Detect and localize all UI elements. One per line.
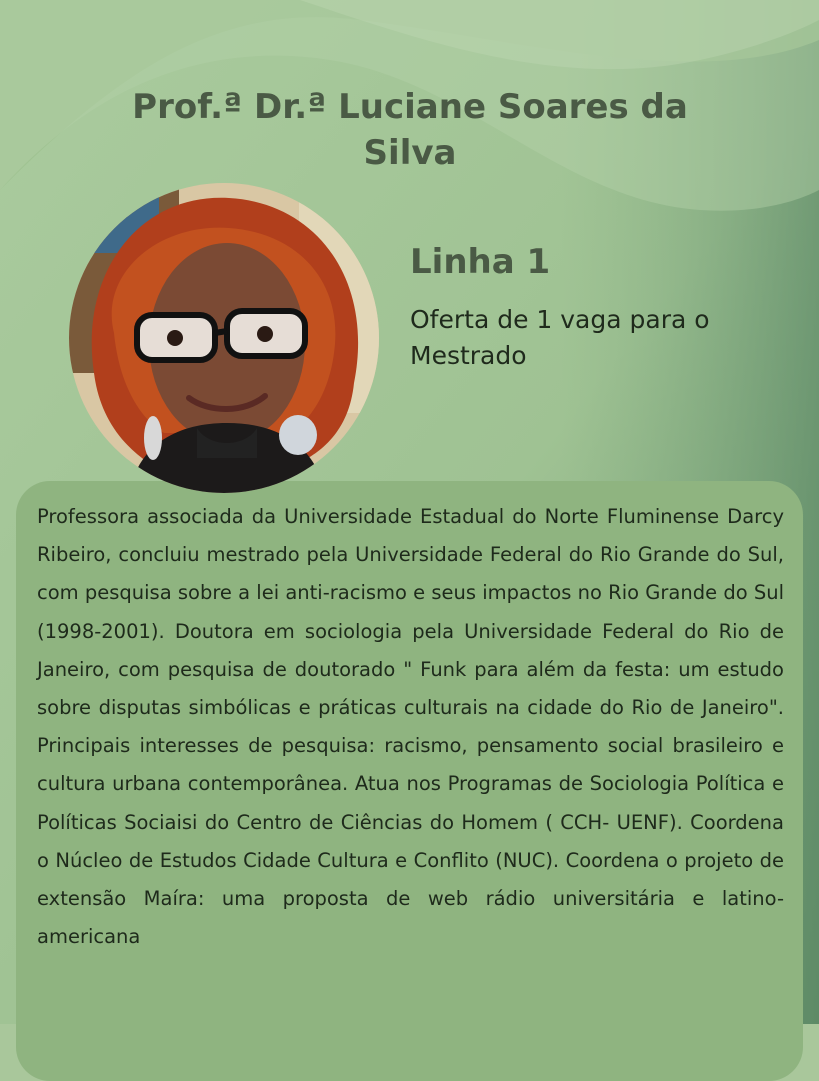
biography-text: Professora associada da Universidade Estadual do Norte Fluminense Darcy Ribeiro, concluiu mestrado pela Universidade Federal do Rio Grande do Sul, com pesquisa sobre a lei anti-racismo e seus impactos no Rio Grande do Sul (1998-2001). Doutora em sociologia pela Universidade Federal do Rio de Janeiro, com pesquisa de doutorado " Funk para além da festa: um estudo sobre disputas simbólicas e práticas culturais na cidade do Rio de Janeiro". Principais interesses de pesquisa: racismo, pensamento social brasileiro e cultura urbana contemporânea. Atua nos Programas de Sociologia Política e Políticas Sociaisi do Centro de Ciências do Homem ( CCH- UENF). Coordena o Núcleo de Estudos Cidade Cultura e Conflito (NUC). Coordena o projeto de extensão Maíra: uma proposta de web rádio universitária e latino-americana bbox=[37, 505, 784, 949]
research-line-label: Linha 1 bbox=[410, 242, 551, 282]
professor-name: Prof.ª Dr.ª Luciane Soares da Silva bbox=[132, 87, 688, 173]
vacancy-offer: Oferta de 1 vaga para o Mestrado bbox=[410, 305, 710, 370]
portrait-photo bbox=[69, 183, 379, 493]
